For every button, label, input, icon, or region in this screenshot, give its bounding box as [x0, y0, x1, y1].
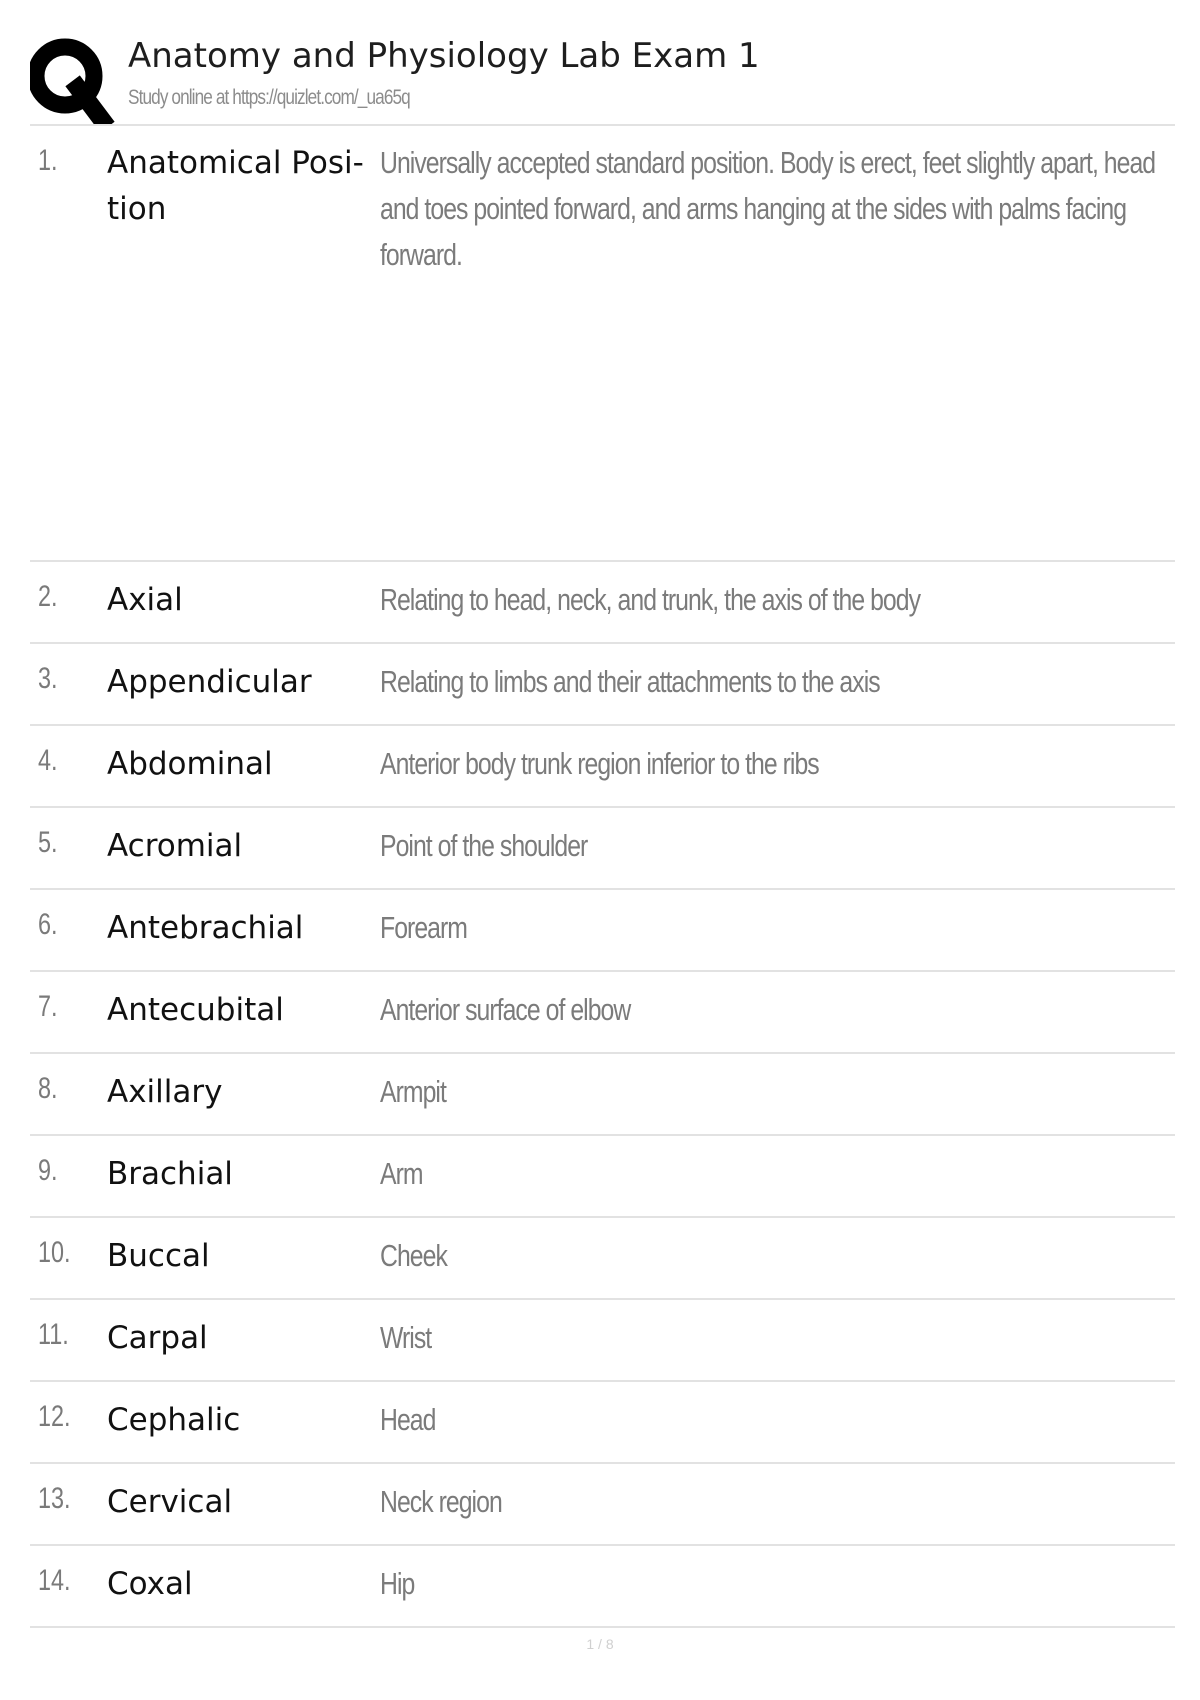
card-definition: Head: [380, 1402, 436, 1437]
card-definition: Anterior body trunk region inferior to the ribs: [380, 746, 819, 781]
card-definition: Forearm: [380, 910, 467, 945]
study-url[interactable]: Study online at https://quizlet.com/_ua65q: [128, 86, 410, 109]
quizlet-logo-icon: [30, 36, 140, 126]
card-number: 13.: [38, 1482, 71, 1515]
card-number: 10.: [38, 1236, 71, 1269]
card-term: Abdominal: [107, 746, 273, 782]
page-header: [30, 30, 1175, 124]
card-number: 9.: [38, 1154, 58, 1187]
card-term: Carpal: [107, 1320, 208, 1356]
card-number: 7.: [38, 990, 58, 1023]
card-row: [30, 890, 1175, 970]
card-term: Acromial: [107, 828, 243, 864]
card-number: 11.: [38, 1318, 69, 1351]
card-term: Cervical: [107, 1484, 233, 1520]
card-number: 14.: [38, 1564, 71, 1597]
card-definition: Point of the shoulder: [380, 828, 588, 863]
card-term: Antebrachial: [107, 910, 304, 946]
card-number: 1.: [38, 144, 58, 177]
card-definition: Armpit: [380, 1074, 446, 1109]
card-definition: Hip: [380, 1566, 415, 1601]
card-row: [30, 1300, 1175, 1380]
card-definition: Wrist: [380, 1320, 432, 1355]
page-number: 1 / 8: [586, 1636, 614, 1652]
card-row: [30, 972, 1175, 1052]
card-number: 2.: [38, 580, 58, 613]
card-definition: Universally accepted standard position. Body is erect, feet slightly apart, head and toes pointed forward, and arms hanging at the sides with palms facing forward.: [380, 145, 1156, 272]
card-row: [30, 1464, 1175, 1544]
card-definition: Relating to limbs and their attachments to the axis: [380, 664, 880, 699]
card-term: Antecubital: [107, 992, 284, 1028]
card-number: 12.: [38, 1400, 71, 1433]
card-row: [30, 1054, 1175, 1134]
card-definition: Anterior surface of elbow: [380, 992, 631, 1027]
card-row: [30, 1218, 1175, 1298]
card-term: Anatomical Posi- tion: [107, 145, 364, 227]
card-row: [30, 726, 1175, 806]
card-term: Buccal: [107, 1238, 210, 1274]
card-term: Axillary: [107, 1074, 223, 1110]
card-row: [30, 808, 1175, 888]
card-term: Coxal: [107, 1566, 193, 1602]
card-row: [30, 1546, 1175, 1626]
card-term: Appendicular: [107, 664, 312, 700]
row-divider: [30, 1626, 1175, 1628]
card-definition: Neck region: [380, 1484, 502, 1519]
card-term: Axial: [107, 582, 183, 618]
card-row: [30, 562, 1175, 642]
card-row: [30, 1136, 1175, 1216]
card-row: [30, 644, 1175, 724]
card-term: Brachial: [107, 1156, 233, 1192]
card-number: 3.: [38, 662, 58, 695]
card-number: 5.: [38, 826, 58, 859]
page-title: Anatomy and Physiology Lab Exam 1: [128, 36, 760, 76]
card-number: 8.: [38, 1072, 58, 1105]
card-definition: Cheek: [380, 1238, 447, 1273]
card-row: [30, 124, 1175, 560]
card-definition: Relating to head, neck, and trunk, the axis of the body: [380, 582, 921, 617]
card-number: 6.: [38, 908, 58, 941]
card-row: [30, 1382, 1175, 1462]
card-definition: Arm: [380, 1156, 423, 1191]
card-term: Cephalic: [107, 1402, 241, 1438]
card-number: 4.: [38, 744, 58, 777]
